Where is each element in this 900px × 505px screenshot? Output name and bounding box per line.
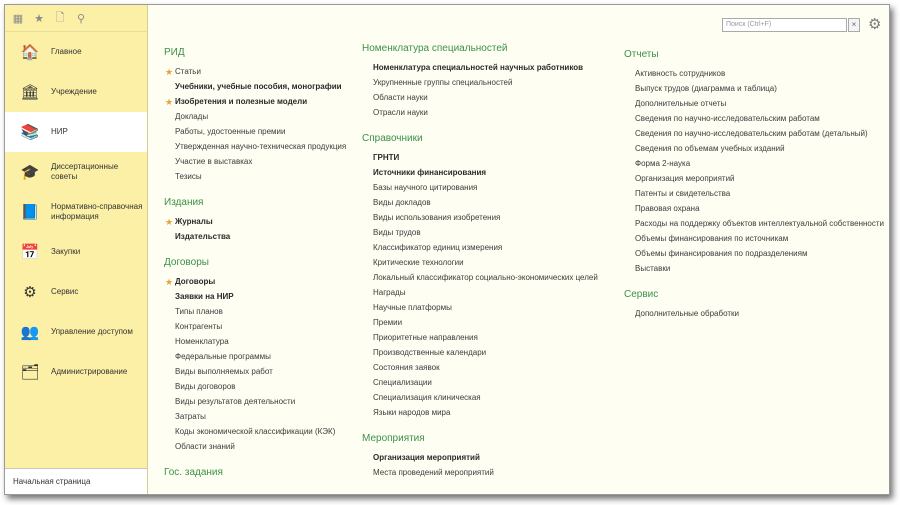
favorite-star-icon[interactable]: ★: [165, 217, 174, 227]
search-input[interactable]: Поиск (Ctrl+F): [722, 18, 847, 32]
nav-link[interactable]: Языки народов мира: [373, 408, 451, 417]
nav-link[interactable]: Патенты и свидетельства: [635, 189, 731, 198]
nav-link[interactable]: Виды результатов деятельности: [175, 397, 296, 406]
nav-link[interactable]: Производственные календари: [373, 348, 487, 357]
nav-link[interactable]: Специализации: [373, 378, 432, 387]
nav-link[interactable]: Утвержденная научно-техническая продукция: [175, 142, 347, 151]
nav-link[interactable]: Работы, удостоенные премии: [175, 127, 286, 136]
gear-icon[interactable]: ⚙: [868, 16, 882, 33]
nav-link[interactable]: Объемы финансирования по подразделениям: [635, 249, 808, 258]
nav-link[interactable]: Сведения по объемам учебных изданий: [635, 144, 785, 153]
sidebar-item[interactable]: [5, 312, 147, 352]
nav-link[interactable]: Выставки: [635, 264, 671, 273]
reference-book-icon: 📘: [20, 203, 40, 221]
nav-link[interactable]: Коды экономической классификации (КЭК): [175, 427, 336, 436]
nav-link[interactable]: Научные платформы: [373, 303, 452, 312]
sidebar-item[interactable]: [5, 192, 147, 232]
section-title: Издания: [164, 197, 204, 208]
nav-link[interactable]: Заявки на НИР: [175, 292, 234, 301]
start-page-tab[interactable]: [5, 468, 147, 494]
nav-link[interactable]: Контрагенты: [175, 322, 223, 331]
nav-link[interactable]: Места проведений мероприятий: [373, 468, 494, 477]
app-window: [4, 4, 890, 495]
nav-link[interactable]: Доклады: [175, 112, 209, 121]
nav-link[interactable]: Федеральные программы: [175, 352, 271, 361]
users-access-icon: 👥: [20, 323, 40, 341]
favorite-star-icon[interactable]: ★: [165, 67, 174, 77]
nav-link[interactable]: Выпуск трудов (диаграмма и таблица): [635, 84, 777, 93]
sections-panel: [5, 5, 148, 494]
nav-link[interactable]: Виды докладов: [373, 198, 431, 207]
sidebar-item-label: Главное: [51, 47, 82, 56]
section-title: Номенклатура специальностей: [362, 43, 508, 54]
nav-link[interactable]: Сведения по научно-исследовательским работам: [635, 114, 820, 123]
nav-link[interactable]: Приоритетные направления: [373, 333, 478, 342]
nav-link[interactable]: Локальный классификатор социально-экономических целей: [373, 273, 598, 282]
sidebar-item[interactable]: [5, 272, 147, 312]
section-title: Мероприятия: [362, 433, 425, 444]
section-title: Отчеты: [624, 49, 659, 60]
nav-link[interactable]: Дополнительные отчеты: [635, 99, 727, 108]
nav-link[interactable]: Журналы: [175, 217, 213, 226]
section-title: Гос. задания: [164, 467, 223, 478]
nav-link[interactable]: Виды договоров: [175, 382, 236, 391]
nav-link[interactable]: Сведения по научно-исследовательским работам (детальный): [635, 129, 868, 138]
sidebar-item-label: НИР: [51, 127, 68, 136]
nav-link[interactable]: Дополнительные обработки: [635, 309, 739, 318]
nav-link[interactable]: Источники финансирования: [373, 168, 487, 177]
nav-link[interactable]: Состояния заявок: [373, 363, 440, 372]
nav-link[interactable]: Номенклатура: [175, 337, 229, 346]
nav-link[interactable]: Критические технологии: [373, 258, 464, 267]
sidebar-item-label: Управление доступом: [51, 327, 133, 336]
nav-link[interactable]: Правовая охрана: [635, 204, 700, 213]
history-icon[interactable]: 🗋: [55, 11, 65, 24]
nav-link[interactable]: Объемы финансирования по источникам: [635, 234, 789, 243]
nav-link[interactable]: Издательства: [175, 232, 231, 241]
sidebar-item[interactable]: [5, 32, 147, 72]
favorite-star-icon[interactable]: ★: [165, 277, 174, 287]
home-desk-icon: 🏠: [20, 43, 40, 61]
nav-link[interactable]: Организация мероприятий: [373, 453, 480, 462]
sidebar-item-label: Администрирование: [51, 367, 128, 376]
favorite-star-icon[interactable]: ★: [165, 97, 174, 107]
sidebar-item[interactable]: [5, 72, 147, 112]
sidebar-item[interactable]: [5, 352, 147, 392]
nav-link[interactable]: Статьи: [175, 67, 201, 76]
nav-link[interactable]: Награды: [373, 288, 406, 297]
section-title: Договоры: [164, 257, 209, 268]
sidebar-toolbar: [5, 5, 147, 32]
nav-link[interactable]: Виды трудов: [373, 228, 421, 237]
nav-link[interactable]: Области науки: [373, 93, 428, 102]
nav-link[interactable]: Виды использования изобретения: [373, 213, 501, 222]
sidebar-item[interactable]: [5, 152, 147, 192]
nav-link[interactable]: Расходы на поддержку объектов интеллектуальной собственности: [635, 219, 884, 228]
nav-link[interactable]: Укрупненные группы специальностей: [373, 78, 513, 87]
emblem-icon: 🏛: [20, 83, 40, 101]
nav-link[interactable]: Активность сотрудников: [635, 69, 726, 78]
calendar-icon: 📅: [20, 243, 40, 261]
nav-link[interactable]: Затраты: [175, 412, 206, 421]
sidebar-item[interactable]: [5, 112, 147, 152]
books-icon: 📚: [20, 123, 40, 141]
nav-link[interactable]: Премии: [373, 318, 403, 327]
nav-link[interactable]: Классификатор единиц измерения: [373, 243, 503, 252]
nav-link[interactable]: Виды выполняемых работ: [175, 367, 273, 376]
section-title: Сервис: [624, 289, 659, 300]
apps-grid-icon[interactable]: ▦: [12, 12, 24, 25]
star-icon[interactable]: ★: [34, 12, 44, 25]
sidebar-item-label: Нормативно-справочная информация: [51, 202, 143, 221]
sidebar-item-label: Диссертационные советы: [51, 162, 119, 181]
start-page-label: Начальная страница: [13, 477, 91, 486]
service-icon: ⚙: [23, 283, 37, 301]
graduate-icon: 🎓: [20, 163, 40, 181]
nav-link[interactable]: Типы планов: [175, 307, 223, 316]
search-clear-button[interactable]: ×: [848, 18, 860, 32]
nav-link[interactable]: Тезисы: [175, 172, 202, 181]
main-area: [148, 5, 889, 494]
search-icon[interactable]: ⚲: [76, 12, 86, 25]
nav-link[interactable]: ГРНТИ: [373, 153, 400, 162]
nav-link[interactable]: Организация мероприятий: [635, 174, 735, 183]
section-title: Справочники: [362, 133, 423, 144]
nav-link[interactable]: Договоры: [175, 277, 216, 286]
nav-link[interactable]: Номенклатура специальностей научных работников: [373, 63, 584, 72]
section-title: РИД: [164, 47, 185, 58]
sidebar-item-label: Учреждение: [51, 87, 97, 96]
nav-link[interactable]: Базы научного цитирования: [373, 183, 478, 192]
nav-link[interactable]: Области знаний: [175, 442, 235, 451]
sidebar-item-label: Закупки: [51, 247, 81, 256]
sidebar-list: [5, 32, 147, 392]
nav-link[interactable]: Участие в выставках: [175, 157, 253, 166]
nav-link[interactable]: Изобретения и полезные модели: [175, 97, 308, 106]
nav-link[interactable]: Отрасли науки: [373, 108, 428, 117]
sidebar-item[interactable]: [5, 232, 147, 272]
nav-link[interactable]: Учебники, учебные пособия, монографии: [175, 82, 342, 91]
nav-link[interactable]: Специализация клиническая: [373, 393, 481, 402]
sidebar-item-label: Сервис: [51, 287, 79, 296]
administration-icon: 🗂: [20, 363, 40, 381]
nav-link[interactable]: Форма 2-наука: [635, 159, 691, 168]
